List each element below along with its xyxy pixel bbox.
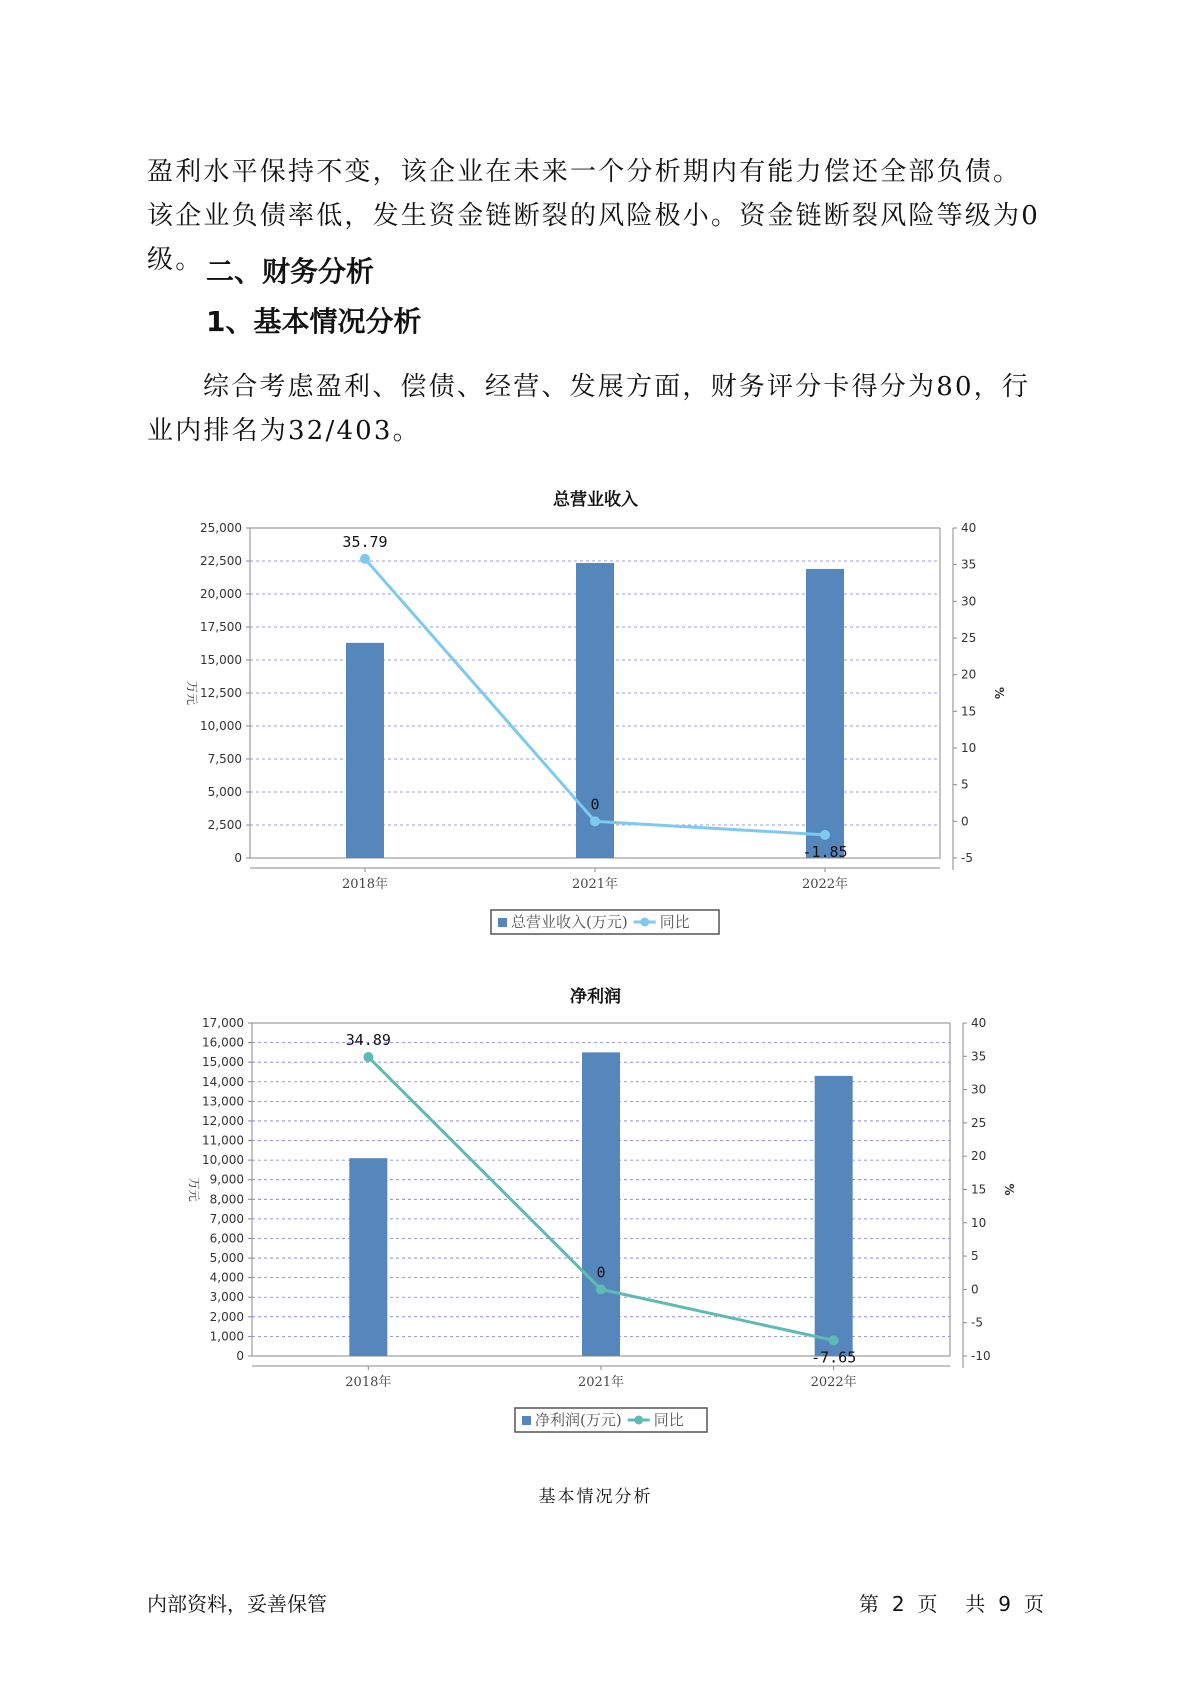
bar [349, 1158, 387, 1356]
legend-bar-label: 净利润(万元) [535, 1411, 622, 1429]
revenue-chart [0, 505, 1191, 965]
y-tick-label: 7,000 [209, 1211, 244, 1226]
y2-tick-label: 5 [971, 1249, 979, 1264]
legend-bar-swatch [498, 918, 507, 927]
bar [576, 563, 614, 858]
y2-tick-label: 35 [971, 1049, 987, 1064]
bar [806, 569, 844, 858]
y2-tick-label: 10 [971, 1215, 987, 1230]
y-tick-label: 1,000 [209, 1329, 244, 1344]
y2-tick-label: 25 [961, 631, 977, 645]
y-tick-label: 7,500 [207, 752, 242, 766]
y-axis-title: 万元 [187, 1177, 201, 1202]
y2-tick-label: 20 [961, 667, 977, 682]
y-tick-label: 10,000 [202, 1153, 244, 1168]
y-tick-label: 0 [236, 1349, 244, 1363]
yoy-data-label: -7.65 [811, 1348, 857, 1367]
yoy-data-label: -1.85 [802, 842, 848, 861]
y2-tick-label: 40 [961, 521, 977, 535]
y-tick-label: 8,000 [209, 1192, 244, 1207]
page-mid: 页 [917, 1592, 939, 1616]
intro-paragraph: 盈利水平保持不变，该企业在未来一个分析期内有能力偿还全部负债。该企业负债率低，发生资金链断裂的风险极小。资金链断裂风险等级为0级。 [147, 157, 1040, 275]
y-tick-label: 3,000 [209, 1290, 244, 1305]
y-tick-label: 9,000 [209, 1172, 244, 1187]
y2-tick-label: 0 [971, 1282, 979, 1297]
chart-title-revenue: 总营业收入 [553, 490, 638, 510]
net-profit-chart [0, 1000, 1191, 1440]
legend-line-marker [640, 918, 649, 927]
footer-confidential-note: 内部资料，妥善保管 [147, 1592, 327, 1616]
y2-axis-title: % [992, 686, 1006, 700]
figure-caption: 基本情况分析 [538, 1487, 653, 1507]
yoy-data-label: 0 [590, 795, 600, 814]
y-tick-label: 25,000 [200, 521, 242, 535]
y-tick-label: 17,500 [200, 620, 242, 634]
x-tick-label: 2022年 [810, 1375, 857, 1390]
y-tick-label: 2,500 [207, 818, 242, 832]
x-tick-label: 2021年 [571, 877, 619, 892]
y2-tick-label: 20 [971, 1149, 987, 1164]
y2-tick-label: 5 [961, 777, 969, 792]
page-total: 9 [998, 1592, 1012, 1616]
legend-line-label: 同比 [653, 1411, 684, 1429]
score-paragraph: 综合考虑盈利、偿债、经营、发展方面，财务评分卡得分为80，行业内排名为32/403。 [147, 372, 1031, 446]
y-tick-label: 0 [234, 851, 242, 865]
y-tick-label: 15,000 [202, 1055, 244, 1070]
legend-line-label: 同比 [659, 913, 690, 931]
bar [815, 1076, 853, 1356]
y2-tick-label: 30 [971, 1082, 987, 1097]
y-tick-label: 12,000 [202, 1113, 244, 1128]
y-tick-label: 16,000 [202, 1035, 244, 1050]
yoy-point [590, 816, 600, 826]
section-heading: 二、财务分析 [206, 255, 375, 288]
footer-page-number [853, 1588, 1051, 1617]
x-tick-label: 2021年 [577, 1375, 625, 1390]
y-tick-label: 13,000 [202, 1094, 244, 1109]
legend-line-marker [634, 1416, 643, 1425]
y-tick-label: 5,000 [207, 785, 242, 799]
y2-tick-label: -5 [961, 851, 973, 865]
y2-tick-label: 40 [971, 1016, 987, 1030]
y-tick-label: 15,000 [200, 653, 242, 667]
bar [346, 643, 384, 858]
y-tick-label: 2,000 [209, 1309, 244, 1324]
yoy-point [596, 1284, 606, 1294]
y-tick-label: 11,000 [202, 1133, 244, 1148]
page-prefix: 第 [858, 1592, 880, 1616]
y-tick-label: 12,500 [200, 686, 242, 700]
yoy-point [829, 1335, 839, 1345]
y-tick-label: 22,500 [200, 554, 242, 568]
x-tick-label: 2018年 [345, 1375, 392, 1390]
chart-title-net-profit: 净利润 [570, 987, 621, 1007]
y2-axis-title: % [1002, 1183, 1016, 1196]
page-suffix: 页 [1024, 1592, 1045, 1616]
y2-tick-label: 35 [961, 557, 977, 572]
y2-tick-label: 10 [961, 741, 977, 755]
y-tick-label: 10,000 [200, 719, 242, 733]
y-tick-label: 17,000 [202, 1016, 244, 1030]
y2-tick-label: 15 [971, 1182, 987, 1197]
y-tick-label: 4,000 [209, 1270, 244, 1285]
subsection-heading: 1、基本情况分析 [206, 305, 422, 338]
yoy-data-label: 0 [596, 1263, 606, 1282]
y-tick-label: 5,000 [209, 1251, 244, 1266]
y2-tick-label: -5 [971, 1315, 983, 1330]
page-current: 2 [891, 1592, 906, 1616]
legend-bar-swatch [522, 1416, 531, 1425]
y-tick-label: 14,000 [202, 1074, 244, 1089]
yoy-point [363, 1052, 373, 1062]
y2-tick-label: 15 [961, 704, 977, 719]
y2-tick-label: -10 [971, 1349, 991, 1363]
y-axis-title: 万元 [185, 680, 199, 706]
yoy-point [820, 830, 830, 840]
bar [582, 1052, 620, 1356]
y2-tick-label: 30 [961, 594, 977, 609]
y-tick-label: 6,000 [209, 1231, 244, 1246]
y-tick-label: 20,000 [200, 587, 242, 601]
yoy-point [360, 554, 370, 564]
x-tick-label: 2018年 [341, 877, 389, 892]
page-total-prefix: 共 [965, 1592, 987, 1616]
x-tick-label: 2022年 [801, 877, 849, 892]
y2-tick-label: 0 [961, 814, 969, 829]
legend-bar-label: 总营业收入(万元) [511, 913, 628, 931]
yoy-data-label: 35.79 [342, 532, 388, 551]
yoy-data-label: 34.89 [345, 1031, 391, 1050]
y2-tick-label: 25 [971, 1115, 987, 1130]
